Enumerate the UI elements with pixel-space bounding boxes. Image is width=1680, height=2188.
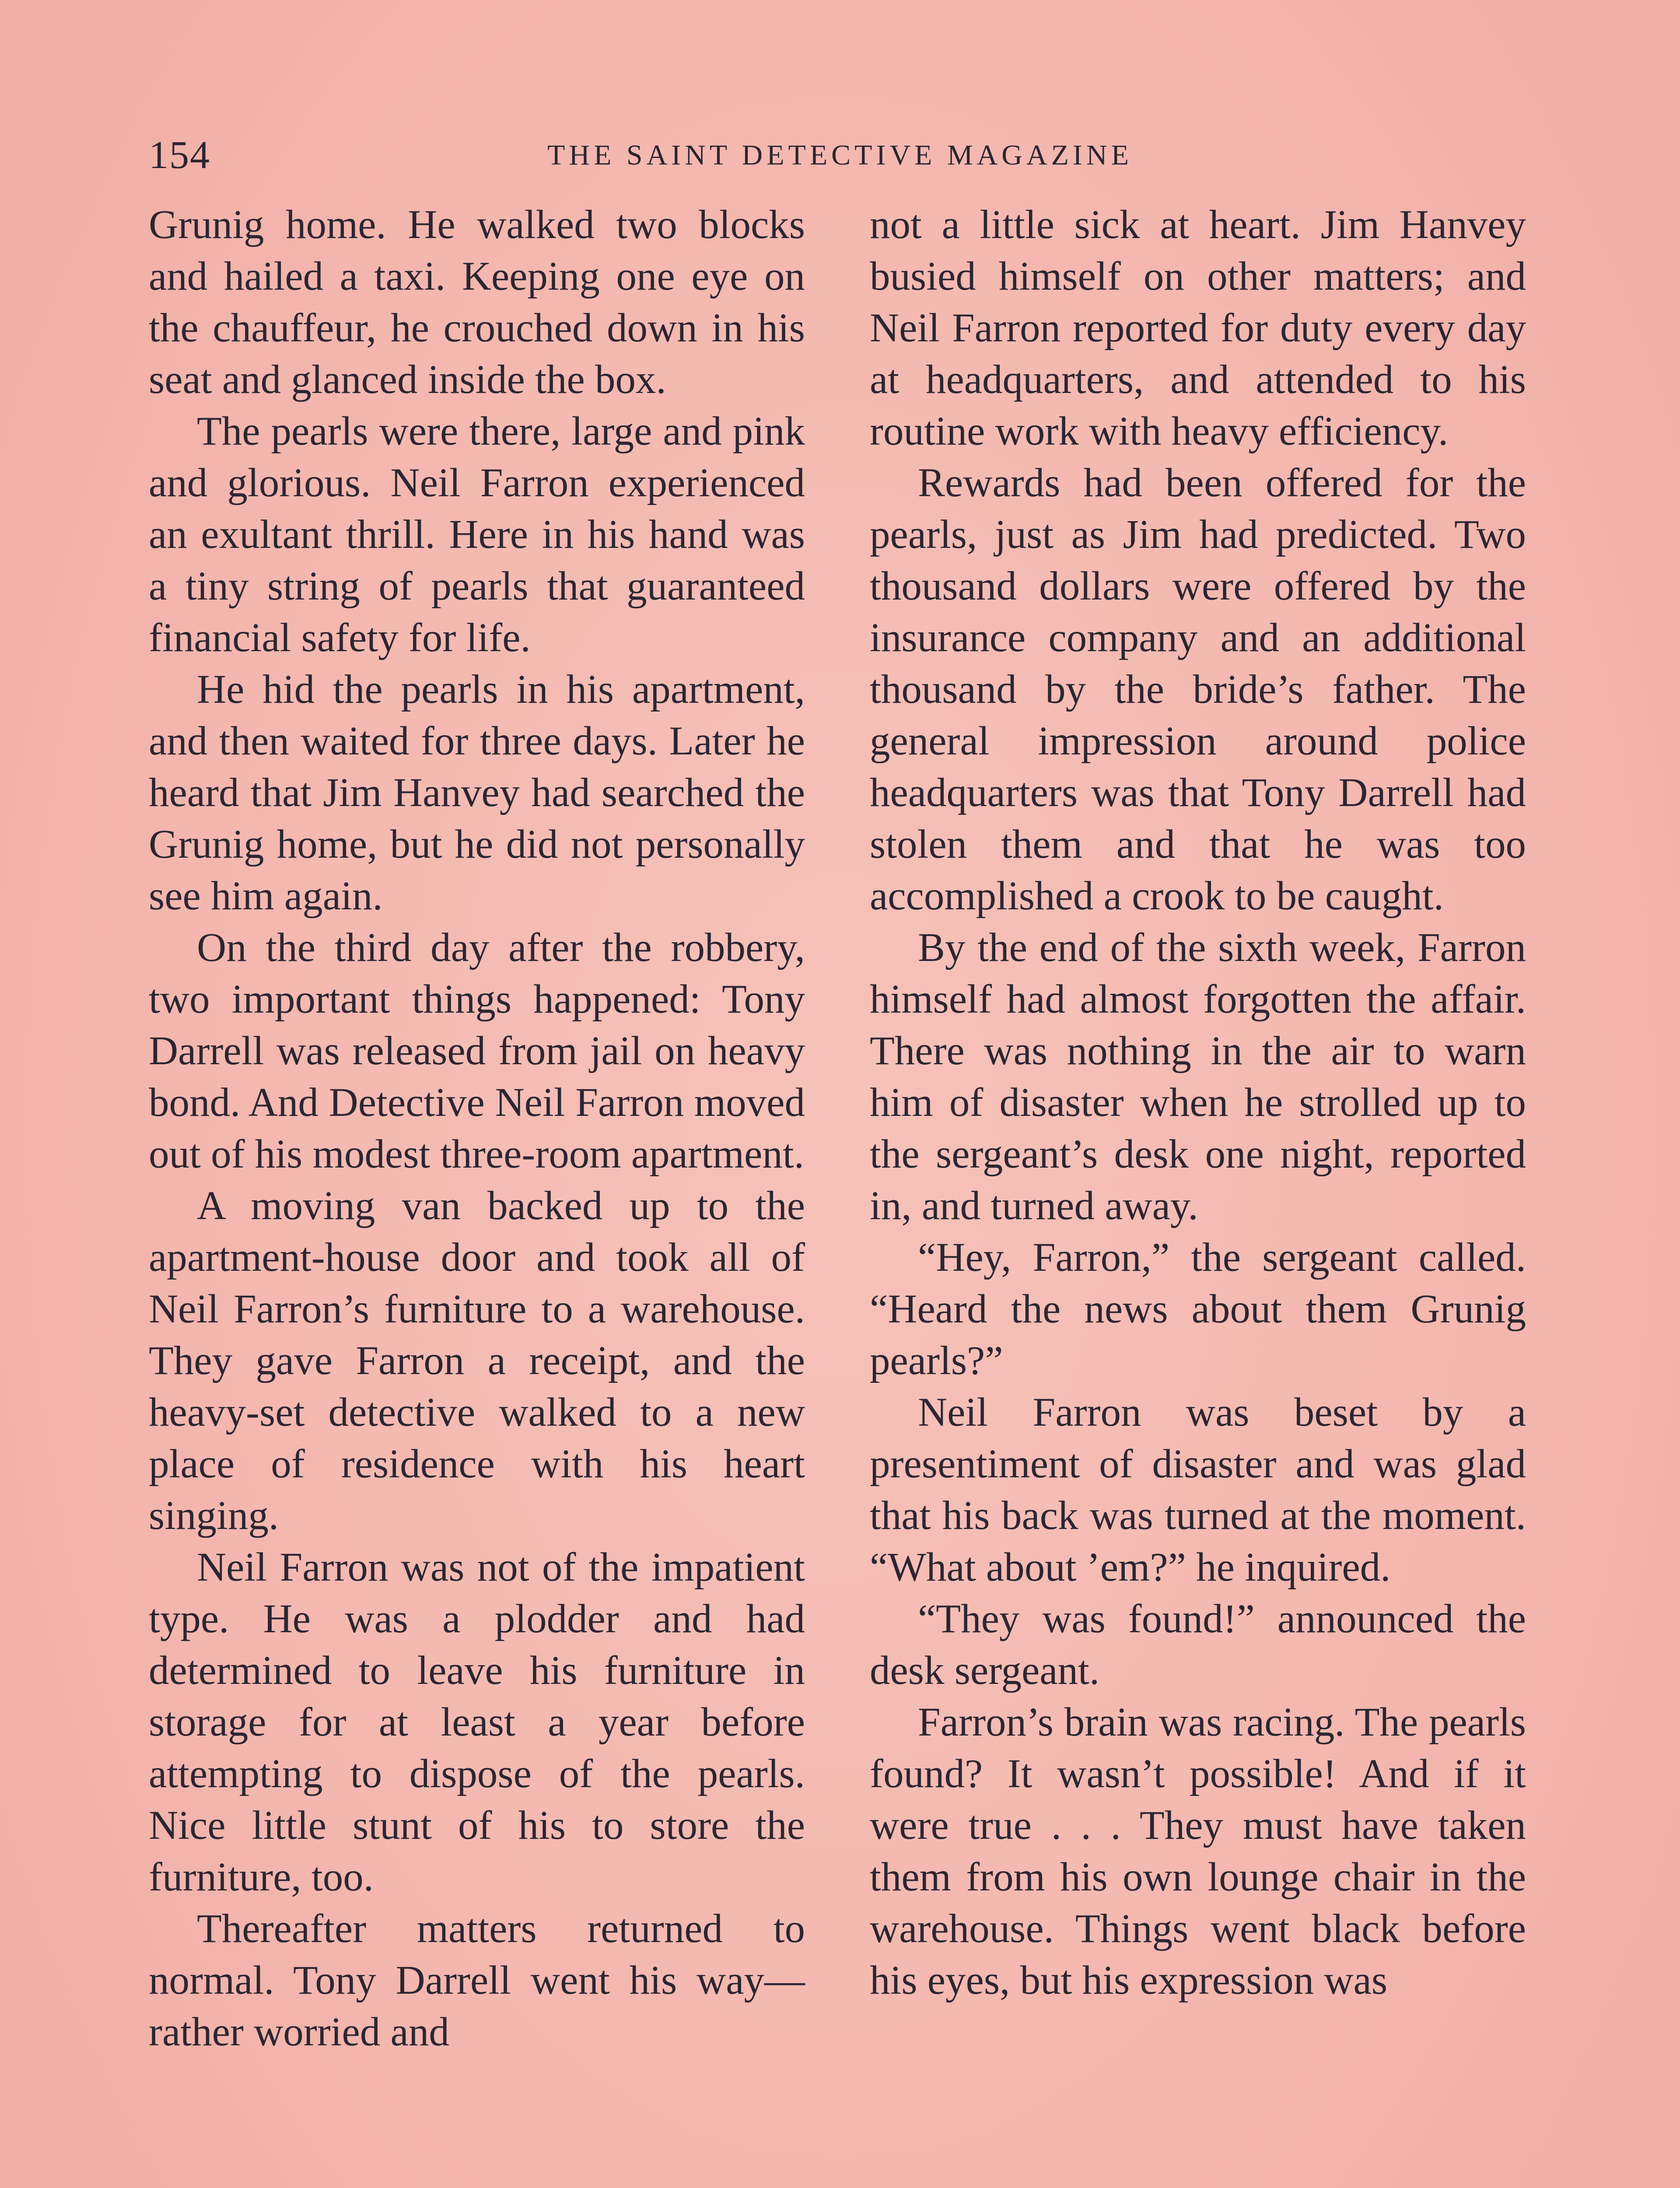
paragraph: The pearls were there, large and pink and glorious. Neil Farron experienced an exultant thrill. Here in his hand was a tiny string of pearls that guaranteed financial safety for life. <box>149 409 805 660</box>
paragraph: not a little sick at heart. Jim Hanvey busied himself on other matters; and Neil Farron reported for duty every day at headquarters, and attended to his routine work with heavy efficiency. <box>870 202 1526 454</box>
paragraph: “Hey, Farron,” the sergeant called. “Heard the news about them Grunig pearls?” <box>870 1235 1526 1383</box>
paragraph: “They was found!” announced the desk sergeant. <box>870 1596 1526 1693</box>
left-column <box>149 199 805 2058</box>
paragraph: A moving van backed up to the apartment-house door and took all of Neil Farron’s furniture to a warehouse. They gave Farron a receipt, and the heavy-set detective walked to a new place of residence with his heart singing. <box>149 1183 805 1538</box>
paragraph: Farron’s brain was racing. The pearls found? It wasn’t possible! And if it were true . . . They must have taken them from his own lounge chair in the warehouse. Things went black before his eyes, but his expression was <box>870 1700 1526 2003</box>
page-number: 154 <box>149 133 210 177</box>
text-columns <box>149 199 1531 2188</box>
paragraph: On the third day after the robbery, two important things happened: Tony Darrell was released from jail on heavy bond. And Detective Neil Farron moved out of his modest three-room apartment. <box>149 925 805 1177</box>
page-header <box>149 131 1531 179</box>
paragraph: Thereafter matters returned to normal. Tony Darrell went his way—rather worried and <box>149 1906 805 2055</box>
paragraph: Rewards had been offered for the pearls, just as Jim had predicted. Two thousand dollars were offered by the insurance company and an additional thousand by the bride’s father. The general impression around police headquarters was that Tony Darrell had stolen them and that he was too accomplished a crook to be caught. <box>870 460 1526 919</box>
paragraph: Grunig home. He walked two blocks and hailed a taxi. Keeping one eye on the chauffeur, he crouched down in his seat and glanced inside the box. <box>149 202 805 402</box>
paragraph: By the end of the sixth week, Farron himself had almost forgotten the affair. There was nothing in the air to warn him of disaster when he strolled up to the sergeant’s desk one night, reported in, and turned away. <box>870 925 1526 1228</box>
right-column <box>870 199 1526 2006</box>
paragraph: He hid the pearls in his apartment, and then waited for three days. Later he heard that Jim Hanvey had searched the Grunig home, but he did not personally see him again. <box>149 667 805 919</box>
running-title: THE SAINT DETECTIVE MAGAZINE <box>547 139 1133 171</box>
paragraph: Neil Farron was not of the impatient type. He was a plodder and had determined to leave his furniture in storage for at least a year before attempting to dispose of the pearls. Nice little stunt of his to store the furniture, too. <box>149 1545 805 1900</box>
paragraph: Neil Farron was beset by a presentiment of disaster and was glad that his back was turned at the moment. “What about ’em?” he inquired. <box>870 1390 1526 1590</box>
